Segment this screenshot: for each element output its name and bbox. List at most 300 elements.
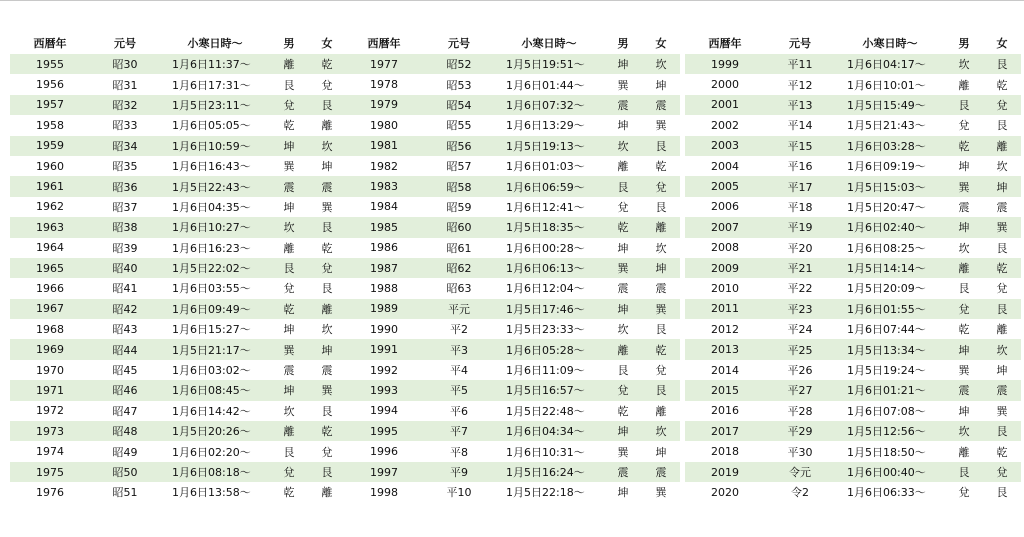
cell-year: 1984 (370, 200, 398, 214)
cell-era: 平19 (787, 221, 813, 235)
cell-time: 1月5日20:09〜 (847, 282, 926, 296)
cell-era: 昭44 (112, 343, 138, 357)
table-row (10, 482, 346, 502)
cell-time: 1月6日10:31〜 (506, 445, 585, 459)
table-row (685, 54, 1021, 74)
cell-male: 兌 (283, 466, 295, 479)
cell-female: 震 (996, 384, 1008, 398)
cell-year: 2004 (711, 159, 739, 173)
cell-time: 1月5日22:18〜 (506, 486, 585, 500)
table-row (685, 95, 1021, 115)
cell-male: 坎 (958, 241, 970, 255)
cell-female: 兌 (996, 282, 1008, 296)
cell-year: 1972 (36, 404, 64, 418)
cell-female: 艮 (996, 486, 1008, 500)
cell-era: 昭56 (446, 139, 472, 153)
cell-male: 坤 (283, 323, 295, 337)
cell-female: 艮 (321, 404, 333, 418)
cell-era: 平8 (450, 445, 468, 459)
cell-male: 乾 (617, 404, 629, 418)
cell-male: 巽 (283, 343, 295, 357)
cell-male: 兌 (617, 384, 629, 398)
cell-female: 震 (655, 466, 667, 479)
cell-time: 1月6日09:19〜 (847, 160, 926, 174)
cell-male: 坎 (958, 58, 970, 72)
cell-year: 2006 (711, 200, 739, 214)
cell-year: 1956 (36, 78, 64, 92)
table-row (685, 238, 1021, 258)
cell-female: 坎 (996, 160, 1008, 174)
cell-era: 昭51 (112, 486, 138, 500)
cell-year: 1975 (36, 465, 64, 479)
cell-female: 巽 (655, 486, 667, 500)
cell-time: 1月6日11:37〜 (172, 58, 251, 72)
cell-female: 艮 (996, 302, 1008, 316)
table-row (344, 197, 680, 217)
cell-male: 艮 (283, 445, 295, 459)
table-row (344, 462, 680, 482)
cell-era: 平12 (787, 78, 813, 92)
cell-male: 離 (283, 425, 295, 439)
table-row (685, 217, 1021, 237)
cell-era: 平29 (787, 425, 813, 439)
table-row (685, 380, 1021, 400)
cell-year: 2014 (711, 363, 739, 377)
cell-male: 乾 (617, 221, 629, 235)
table-row (344, 74, 680, 94)
cell-year: 1971 (36, 383, 64, 397)
cell-male: 震 (617, 466, 629, 479)
cell-time: 1月6日01:21〜 (847, 384, 926, 398)
table-row (344, 217, 680, 237)
table-row (685, 176, 1021, 196)
cell-year: 2008 (711, 241, 739, 255)
cell-year: 1994 (370, 404, 398, 418)
cell-time: 1月6日02:20〜 (172, 445, 251, 459)
cell-female: 震 (996, 200, 1008, 214)
cell-female: 兌 (321, 78, 333, 92)
cell-male: 坤 (617, 425, 629, 439)
cell-female: 艮 (655, 139, 667, 153)
table-row (10, 176, 346, 196)
cell-male: 震 (283, 364, 295, 378)
cell-male: 坎 (617, 139, 629, 153)
table-row (685, 197, 1021, 217)
cell-era: 昭48 (112, 425, 138, 439)
table-row (10, 258, 346, 278)
table-row (685, 360, 1021, 380)
cell-male: 坎 (283, 404, 295, 418)
cell-time: 1月6日03:55〜 (172, 282, 251, 296)
cell-female: 巽 (655, 119, 667, 133)
cell-female: 兌 (655, 364, 667, 378)
cell-year: 2003 (711, 139, 739, 153)
cell-time: 1月6日03:02〜 (172, 364, 251, 378)
cell-time: 1月5日14:14〜 (847, 262, 926, 276)
cell-time: 1月6日11:09〜 (506, 364, 585, 378)
cell-time: 1月6日01:55〜 (847, 302, 926, 316)
cell-female: 艮 (655, 384, 667, 398)
cell-female: 離 (996, 139, 1008, 153)
cell-year: 1965 (36, 261, 64, 275)
cell-year: 2019 (711, 465, 739, 479)
header-year: 西暦年 (708, 37, 742, 50)
cell-era: 昭43 (112, 323, 138, 337)
cell-era: 平16 (787, 160, 813, 174)
cell-time: 1月6日04:34〜 (506, 425, 585, 439)
cell-era: 平13 (787, 98, 813, 112)
cell-female: 兌 (321, 445, 333, 459)
cell-era: 昭37 (112, 200, 138, 214)
cell-time: 1月5日15:03〜 (847, 180, 926, 194)
cell-male: 艮 (283, 262, 295, 276)
cell-year: 1982 (370, 159, 398, 173)
cell-time: 1月5日22:43〜 (172, 180, 251, 194)
table-header (10, 32, 346, 54)
cell-era: 昭38 (112, 221, 138, 235)
header-era: 元号 (789, 37, 811, 50)
cell-male: 坤 (617, 119, 629, 133)
table-row (10, 197, 346, 217)
cell-era: 昭30 (112, 58, 138, 72)
cell-era: 昭57 (446, 160, 472, 174)
cell-year: 1983 (370, 180, 398, 194)
cell-year: 2007 (711, 220, 739, 234)
cell-male: 坤 (283, 139, 295, 153)
cell-time: 1月6日17:31〜 (172, 78, 251, 92)
cell-female: 坤 (321, 160, 333, 174)
cell-time: 1月6日13:58〜 (172, 486, 251, 500)
cell-female: 乾 (321, 425, 333, 439)
cell-male: 坤 (617, 302, 629, 316)
table-row (685, 319, 1021, 339)
header-male: 男 (958, 37, 970, 50)
cell-year: 2001 (711, 98, 739, 112)
cell-era: 昭31 (112, 78, 138, 92)
cell-female: 巽 (996, 221, 1008, 235)
cell-era: 昭39 (112, 241, 138, 255)
cell-era: 昭36 (112, 180, 138, 194)
cell-time: 1月5日23:33〜 (506, 323, 585, 337)
cell-year: 2018 (711, 445, 739, 459)
year-table-2 (344, 32, 680, 503)
cell-time: 1月6日01:44〜 (506, 78, 585, 92)
cell-era: 昭53 (446, 78, 472, 92)
cell-female: 艮 (996, 425, 1008, 439)
cell-male: 坤 (958, 221, 970, 235)
cell-era: 昭55 (446, 119, 472, 133)
cell-era: 昭45 (112, 364, 138, 378)
cell-time: 1月6日07:08〜 (847, 404, 926, 418)
cell-time: 1月5日23:11〜 (172, 98, 251, 112)
table-row (685, 482, 1021, 502)
cell-time: 1月5日18:50〜 (847, 445, 926, 459)
cell-female: 艮 (655, 323, 667, 337)
cell-male: 巽 (617, 262, 629, 276)
header-female: 女 (321, 37, 333, 50)
cell-era: 平7 (450, 425, 468, 439)
cell-male: 兌 (958, 302, 970, 316)
cell-year: 1961 (36, 180, 64, 194)
cell-year: 1987 (370, 261, 398, 275)
cell-female: 兌 (996, 466, 1008, 479)
cell-female: 兌 (996, 98, 1008, 112)
cell-female: 艮 (996, 119, 1008, 133)
cell-time: 1月6日05:05〜 (172, 119, 251, 133)
cell-era: 昭54 (446, 98, 472, 112)
cell-time: 1月5日19:13〜 (506, 139, 585, 153)
cell-year: 1957 (36, 98, 64, 112)
cell-female: 坎 (321, 139, 333, 153)
table-row (685, 339, 1021, 359)
cell-year: 1997 (370, 465, 398, 479)
cell-male: 艮 (617, 364, 629, 378)
cell-male: 震 (283, 180, 295, 194)
cell-year: 1955 (36, 57, 64, 71)
table-row (10, 95, 346, 115)
cell-female: 巽 (321, 384, 333, 398)
cell-female: 坎 (655, 58, 667, 72)
cell-era: 平27 (787, 384, 813, 398)
cell-time: 1月6日06:33〜 (847, 486, 926, 500)
cell-era: 昭46 (112, 384, 138, 398)
cell-year: 1980 (370, 118, 398, 132)
cell-male: 巽 (617, 445, 629, 459)
cell-year: 2011 (711, 302, 739, 316)
table-row (344, 421, 680, 441)
header-male: 男 (283, 37, 295, 50)
table-row (344, 258, 680, 278)
cell-time: 1月5日18:35〜 (506, 221, 585, 235)
year-table-3 (685, 32, 1021, 503)
table-row (344, 115, 680, 135)
cell-time: 1月6日12:04〜 (506, 282, 585, 296)
cell-male: 兌 (617, 200, 629, 214)
table-row (344, 319, 680, 339)
cell-time: 1月6日00:28〜 (506, 241, 585, 255)
header-era: 元号 (448, 37, 470, 50)
cell-era: 昭60 (446, 221, 472, 235)
cell-era: 昭35 (112, 160, 138, 174)
cell-year: 1990 (370, 322, 398, 336)
table-row (685, 441, 1021, 461)
cell-year: 1985 (370, 220, 398, 234)
cell-year: 2016 (711, 404, 739, 418)
cell-year: 1991 (370, 343, 398, 357)
cell-male: 兌 (958, 119, 970, 133)
cell-time: 1月5日19:51〜 (506, 58, 585, 72)
cell-year: 1986 (370, 241, 398, 255)
cell-female: 乾 (655, 160, 667, 174)
cell-female: 艮 (996, 241, 1008, 255)
cell-female: 坤 (655, 78, 667, 92)
cell-female: 乾 (321, 241, 333, 255)
table-row (10, 380, 346, 400)
cell-male: 離 (958, 445, 970, 459)
cell-time: 1月5日22:48〜 (506, 404, 585, 418)
cell-time: 1月6日16:23〜 (172, 241, 251, 255)
cell-time: 1月6日07:44〜 (847, 323, 926, 337)
cell-year: 1996 (370, 445, 398, 459)
table-row (10, 74, 346, 94)
table-row (10, 441, 346, 461)
table-row (10, 462, 346, 482)
cell-year: 1958 (36, 118, 64, 132)
cell-year: 1973 (36, 424, 64, 438)
table-row (10, 339, 346, 359)
cell-male: 離 (283, 58, 295, 72)
cell-male: 震 (958, 384, 970, 398)
cell-time: 1月5日13:34〜 (847, 343, 926, 357)
cell-era: 平10 (446, 486, 472, 500)
cell-male: 乾 (958, 323, 970, 337)
header-male: 男 (617, 37, 629, 50)
cell-year: 2017 (711, 424, 739, 438)
cell-male: 艮 (958, 98, 970, 112)
cell-time: 1月6日00:40〜 (847, 466, 926, 479)
cell-time: 1月6日13:29〜 (506, 119, 585, 133)
table-row (10, 136, 346, 156)
cell-male: 乾 (958, 139, 970, 153)
cell-era: 令2 (791, 486, 809, 500)
cell-time: 1月6日05:28〜 (506, 343, 585, 357)
cell-year: 1959 (36, 139, 64, 153)
cell-male: 巽 (958, 180, 970, 194)
table-row (344, 95, 680, 115)
cell-female: 乾 (655, 343, 667, 357)
cell-era: 平26 (787, 364, 813, 378)
cell-female: 艮 (321, 466, 333, 479)
table-row (685, 462, 1021, 482)
cell-male: 震 (958, 200, 970, 214)
cell-female: 乾 (996, 78, 1008, 92)
cell-era: 平30 (787, 445, 813, 459)
cell-male: 坤 (283, 384, 295, 398)
table-row (10, 156, 346, 176)
cell-female: 坎 (996, 343, 1008, 357)
cell-era: 平5 (450, 384, 468, 398)
cell-era: 昭47 (112, 404, 138, 418)
cell-female: 坎 (321, 323, 333, 337)
cell-female: 巽 (996, 404, 1008, 418)
cell-female: 坎 (655, 241, 667, 255)
cell-time: 1月5日21:43〜 (847, 119, 926, 133)
table-row (344, 156, 680, 176)
cell-female: 巽 (321, 200, 333, 214)
cell-female: 兌 (655, 180, 667, 194)
cell-female: 離 (321, 486, 333, 500)
cell-year: 1977 (370, 57, 398, 71)
cell-time: 1月6日10:27〜 (172, 221, 251, 235)
cell-year: 1962 (36, 200, 64, 214)
table-row (10, 278, 346, 298)
cell-female: 震 (655, 98, 667, 112)
cell-era: 平元 (448, 302, 470, 316)
header-female: 女 (996, 37, 1008, 50)
cell-time: 1月5日16:24〜 (506, 466, 585, 479)
cell-year: 1999 (711, 57, 739, 71)
cell-female: 艮 (996, 58, 1008, 72)
header-era: 元号 (114, 37, 136, 50)
cell-year: 1995 (370, 424, 398, 438)
cell-era: 昭41 (112, 282, 138, 296)
cell-male: 巽 (958, 364, 970, 378)
cell-male: 坤 (283, 200, 295, 214)
table-row (10, 360, 346, 380)
cell-year: 1978 (370, 78, 398, 92)
table-row (685, 401, 1021, 421)
cell-time: 1月5日21:17〜 (172, 343, 251, 357)
table-row (344, 278, 680, 298)
cell-female: 離 (321, 302, 333, 316)
table-row (685, 115, 1021, 135)
cell-era: 平15 (787, 139, 813, 153)
table-row (10, 238, 346, 258)
cell-era: 昭63 (446, 282, 472, 296)
cell-era: 昭49 (112, 445, 138, 459)
cell-year: 1976 (36, 485, 64, 499)
cell-era: 昭59 (446, 200, 472, 214)
header-time: 小寒日時〜 (862, 37, 918, 50)
cell-male: 艮 (958, 466, 970, 479)
cell-era: 平18 (787, 200, 813, 214)
cell-time: 1月6日08:45〜 (172, 384, 251, 398)
cell-time: 1月6日14:42〜 (172, 404, 251, 418)
cell-time: 1月6日15:27〜 (172, 323, 251, 337)
cell-female: 離 (655, 221, 667, 235)
cell-year: 1993 (370, 383, 398, 397)
cell-time: 1月5日19:24〜 (847, 364, 926, 378)
cell-era: 平24 (787, 323, 813, 337)
cell-era: 昭52 (446, 58, 472, 72)
table-row (10, 319, 346, 339)
cell-era: 平4 (450, 364, 468, 378)
cell-era: 平21 (787, 262, 813, 276)
cell-year: 1966 (36, 281, 64, 295)
cell-year: 2002 (711, 118, 739, 132)
year-table-1 (10, 32, 346, 503)
cell-female: 艮 (655, 200, 667, 214)
cell-era: 昭40 (112, 262, 138, 276)
cell-male: 震 (617, 98, 629, 112)
cell-female: 離 (655, 404, 667, 418)
cell-male: 乾 (283, 486, 295, 500)
cell-time: 1月5日20:26〜 (172, 425, 251, 439)
cell-era: 平2 (450, 323, 468, 337)
table-row (344, 299, 680, 319)
cell-female: 坤 (996, 180, 1008, 194)
cell-male: 巽 (283, 160, 295, 174)
cell-female: 坤 (996, 364, 1008, 378)
cell-year: 1969 (36, 343, 64, 357)
table-row (344, 238, 680, 258)
cell-male: 離 (283, 241, 295, 255)
cell-male: 離 (958, 262, 970, 276)
header-year: 西暦年 (33, 37, 67, 50)
top-divider (0, 0, 1024, 1)
cell-female: 兌 (321, 262, 333, 276)
cell-time: 1月6日10:59〜 (172, 139, 251, 153)
table-row (685, 258, 1021, 278)
cell-year: 1964 (36, 241, 64, 255)
cell-female: 坎 (655, 425, 667, 439)
cell-era: 昭58 (446, 180, 472, 194)
cell-male: 坤 (617, 486, 629, 500)
cell-era: 昭34 (112, 139, 138, 153)
cell-era: 昭42 (112, 302, 138, 316)
cell-year: 2015 (711, 383, 739, 397)
header-time: 小寒日時〜 (187, 37, 243, 50)
